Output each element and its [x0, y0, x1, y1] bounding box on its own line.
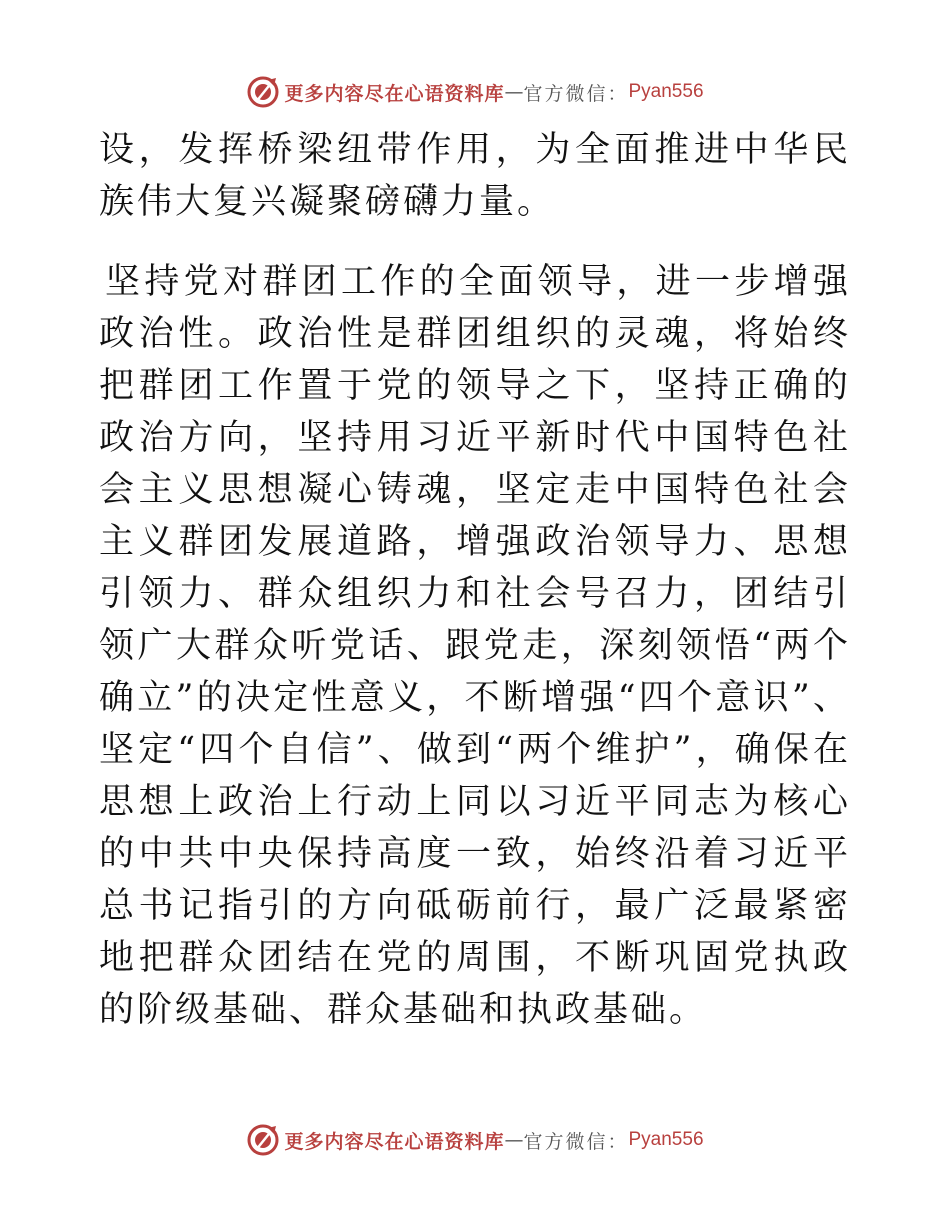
paragraph-1: 设，发挥桥梁纽带作用，为全面推进中华民族伟大复兴凝聚磅礴力量。	[99, 130, 851, 222]
footer-wechat-id: Pyan556	[628, 1129, 704, 1150]
header-wechat-id: Pyan556	[628, 81, 704, 102]
paragraph-spacer	[99, 228, 851, 256]
footer-banner	[0, 1120, 950, 1160]
footer-separator: —	[504, 1129, 524, 1151]
header-separator: —	[504, 81, 524, 103]
footer-wechat-label: 官方微信：	[523, 1130, 629, 1153]
quill-seal-icon	[246, 1123, 280, 1157]
header-title: 更多内容尽在心语资料库	[284, 82, 505, 105]
paragraph-2: 坚持党对群团工作的全面领导，进一步增强政治性。政治性是群团组织的灵魂，将始终把群团工作置于党的领导之下，坚持正确的政治方向，坚持用习近平新时代中国特色社会主义思想凝心铸魂，坚定走中国特色社会主义群团发展道路，增强政治领导力、思想引领力、群众组织力和社会号召力，团结引领广大群众听党话、跟党走，深刻领悟“两个确立”的决定性意义，不断增强“四个意识”、坚定“四个自信”、做到“两个维护”，确保在思想上政治上行动上同以习近平同志为核心的中共中央保持高度一致，始终沿着习近平总书记指引的方向砥砺前行，最广泛最紧密地把群众团结在党的周围，不断巩固党执政的阶级基础、群众基础和执政基础。	[99, 262, 851, 1030]
header-banner	[0, 72, 950, 112]
header-wechat-label: 官方微信：	[523, 82, 629, 105]
quill-seal-icon	[246, 75, 280, 109]
footer-title: 更多内容尽在心语资料库	[284, 1130, 505, 1153]
document-body	[99, 124, 851, 1036]
